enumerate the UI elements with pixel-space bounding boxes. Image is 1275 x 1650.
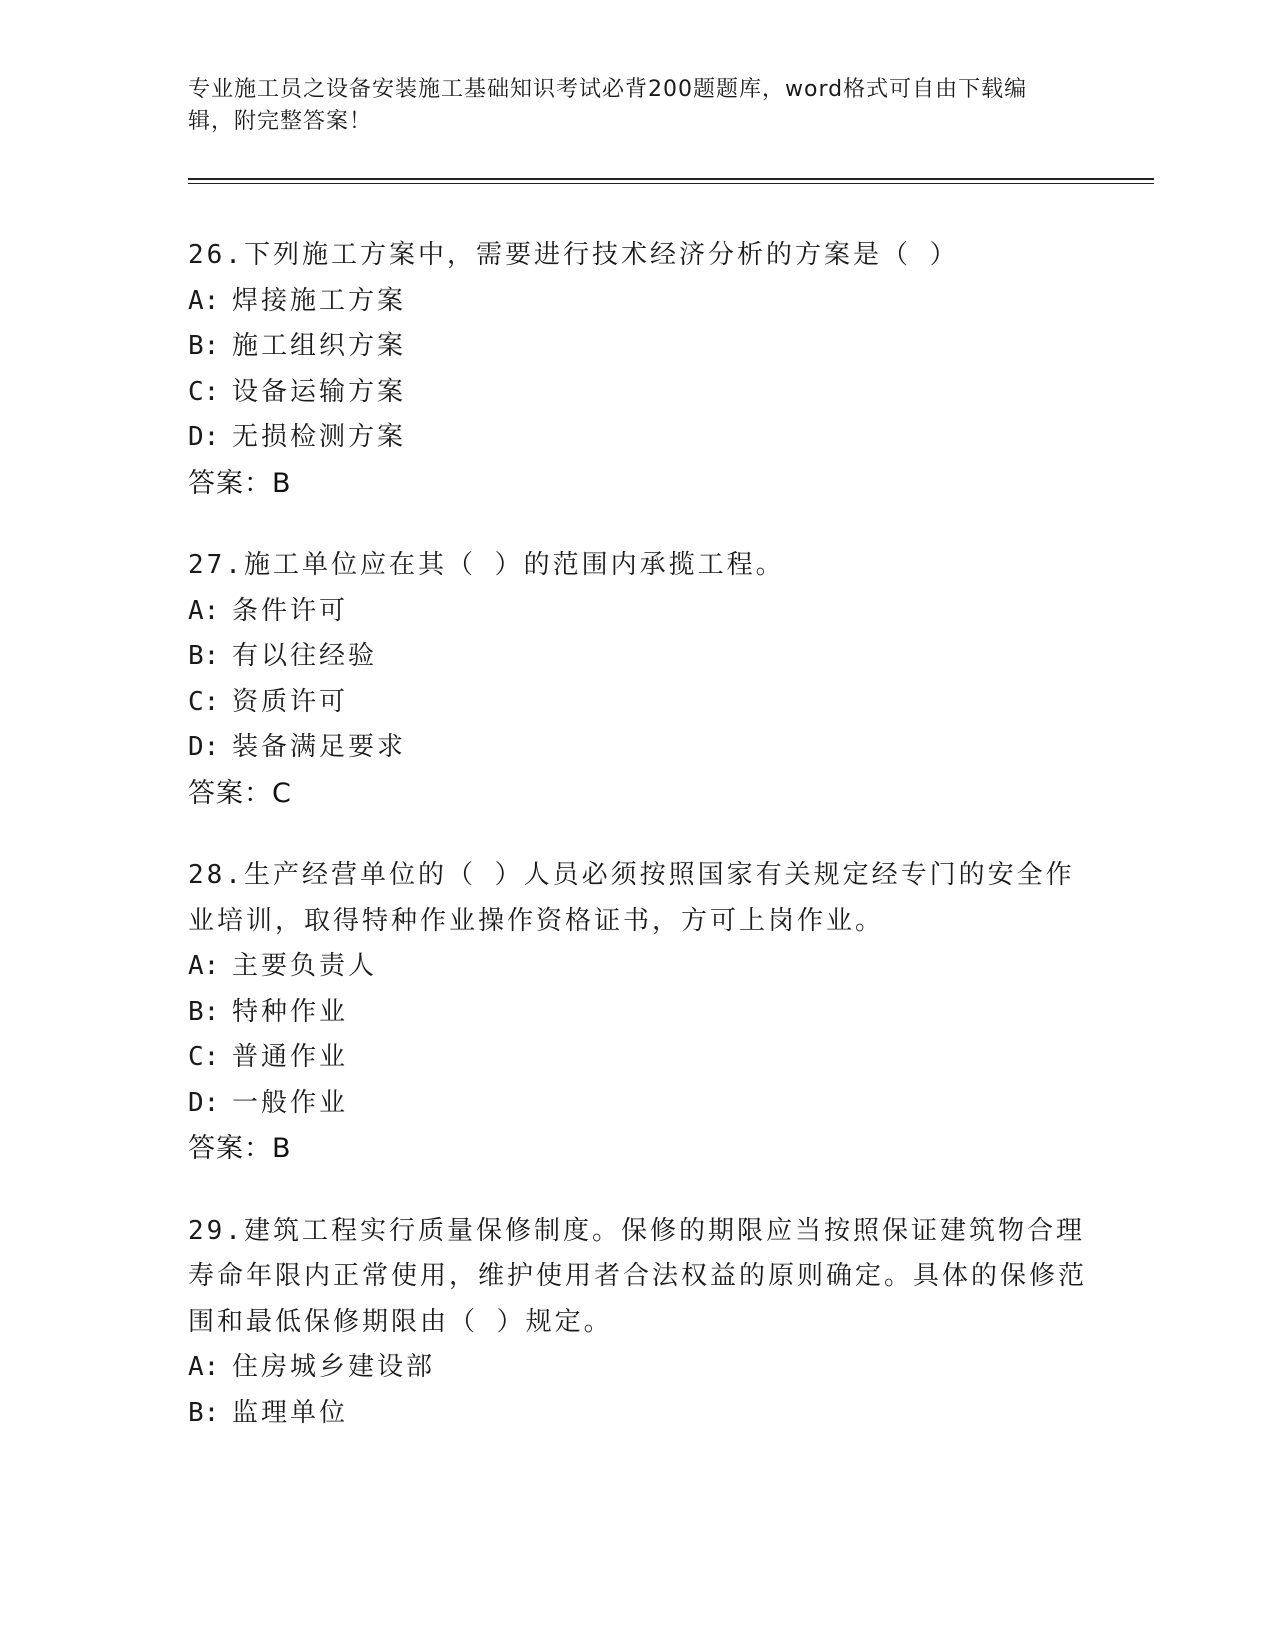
option-d bbox=[188, 725, 1088, 771]
question-stem: 26.下列施工方案中，需要进行技术经济分析的方案是（ ） bbox=[188, 240, 959, 270]
option-key: C: bbox=[188, 1042, 220, 1072]
option-text: 普通作业 bbox=[232, 1042, 349, 1072]
option-b bbox=[188, 1391, 1088, 1437]
option-key: D: bbox=[188, 422, 220, 452]
option-b bbox=[188, 324, 1088, 370]
header-divider-thick bbox=[188, 178, 1154, 180]
option-c bbox=[188, 370, 1088, 416]
option-key: A: bbox=[188, 285, 220, 316]
option-text: 无损检测方案 bbox=[232, 422, 407, 452]
document-header bbox=[188, 74, 1068, 138]
option-text: 施工组织方案 bbox=[232, 331, 407, 361]
option-text: 特种作业 bbox=[232, 996, 349, 1027]
option-key: A: bbox=[188, 595, 220, 626]
option-text: 监理单位 bbox=[232, 1397, 349, 1428]
option-key: A: bbox=[188, 1352, 220, 1382]
option-a bbox=[188, 279, 1088, 325]
option-text: 设备运输方案 bbox=[232, 376, 407, 407]
option-c bbox=[188, 680, 1088, 726]
question-28 bbox=[188, 853, 1088, 1172]
option-d bbox=[188, 415, 1088, 461]
question-stem: 28.生产经营单位的（ ）人员必须按照国家有关规定经专门的安全作业培训，取得特种作业操作资格证书，方可上岗作业。 bbox=[188, 860, 1075, 936]
option-text: 资质许可 bbox=[232, 686, 349, 717]
question-list bbox=[188, 233, 1088, 1473]
answer-line: 答案：B bbox=[188, 1133, 292, 1164]
option-text: 装备满足要求 bbox=[232, 732, 407, 762]
header-divider-thin bbox=[188, 183, 1154, 184]
question-stem: 27.施工单位应在其（ ）的范围内承揽工程。 bbox=[188, 550, 785, 580]
option-key: A: bbox=[188, 951, 220, 981]
option-text: 有以往经验 bbox=[232, 641, 378, 671]
option-key: B: bbox=[188, 1397, 220, 1428]
question-26 bbox=[188, 233, 1088, 506]
option-a bbox=[188, 589, 1088, 635]
option-key: B: bbox=[188, 331, 220, 361]
option-text: 条件许可 bbox=[232, 595, 349, 626]
question-29 bbox=[188, 1209, 1088, 1437]
option-key: D: bbox=[188, 732, 220, 762]
header-title: 专业施工员之设备安装施工基础知识考试必背200题题库，word格式可自由下载编辑，附完整答案！ bbox=[188, 77, 1028, 134]
option-c bbox=[188, 1035, 1088, 1081]
option-key: C: bbox=[188, 686, 220, 717]
option-b bbox=[188, 634, 1088, 680]
option-d bbox=[188, 1081, 1088, 1127]
option-b bbox=[188, 990, 1088, 1036]
option-a bbox=[188, 1345, 1088, 1391]
answer-line: 答案：B bbox=[188, 467, 292, 499]
option-a bbox=[188, 944, 1088, 990]
option-key: D: bbox=[188, 1087, 220, 1118]
question-stem: 29.建筑工程实行质量保修制度。保修的期限应当按照保证建筑物合理寿命年限内正常使用，维护使用者合法权益的原则确定。具体的保修范围和最低保修期限由（ ）规定。 bbox=[188, 1215, 1088, 1337]
option-text: 主要负责人 bbox=[232, 951, 378, 981]
answer-line: 答案：C bbox=[188, 777, 292, 809]
option-text: 一般作业 bbox=[232, 1087, 349, 1118]
option-key: B: bbox=[188, 641, 220, 671]
option-text: 焊接施工方案 bbox=[232, 285, 407, 316]
option-key: C: bbox=[188, 376, 220, 407]
option-text: 住房城乡建设部 bbox=[232, 1352, 436, 1382]
question-27 bbox=[188, 543, 1088, 816]
option-key: B: bbox=[188, 996, 220, 1027]
